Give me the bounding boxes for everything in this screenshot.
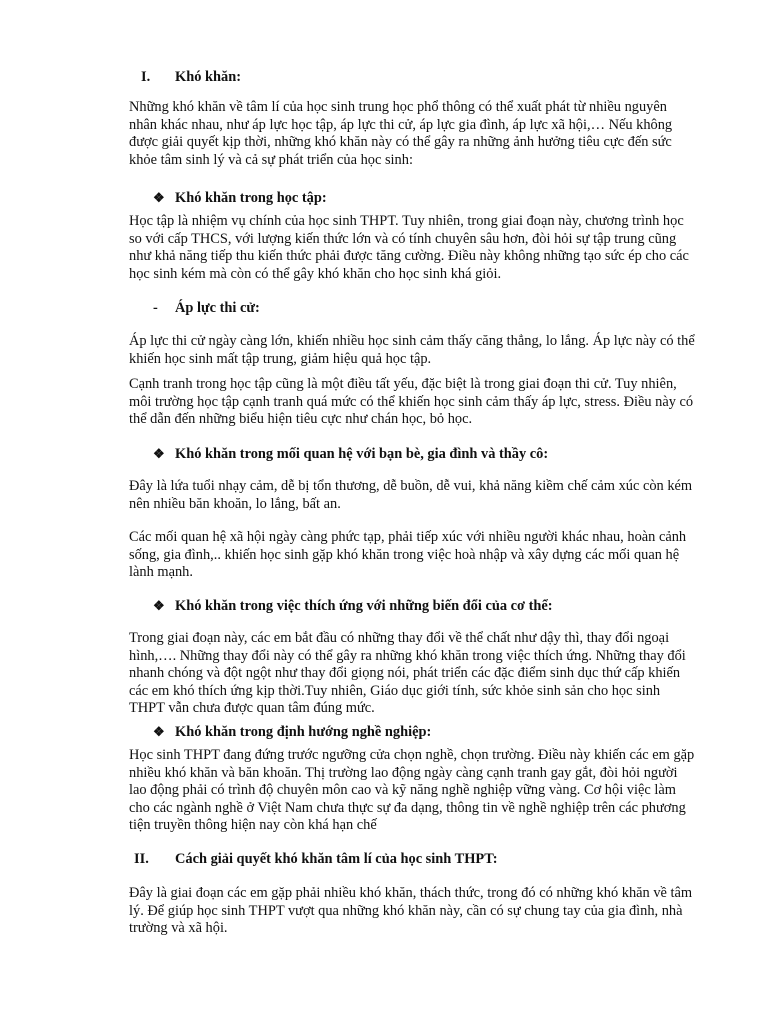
subheading-title: Áp lực thi cử:: [175, 300, 260, 316]
subheading-title: Khó khăn trong việc thích ứng với những biến đổi của cơ thể:: [175, 598, 553, 614]
paragraph: Trong giai đoạn này, các em bắt đầu có những thay đổi về thể chất như dậy thì, thay đổi ngoại hình,…. Những thay đổi này có thể gây ra những khó khăn trong việc thích ứng. Những thay đổi nhanh chóng và đột ngột như thay đổi giọng nói, phát triển các đặc điểm sinh dục thứ cấp khiến các em khó thích ứng kịp thời.Tuy nhiên, Giáo dục giới tính, sức khỏe sinh sản cho học sinh THPT vẫn chưa được quan tâm đúng mức.: [129, 630, 686, 717]
subsection-body: [129, 478, 697, 513]
section-intro: [129, 885, 697, 938]
section-intro: [129, 99, 697, 169]
diamond-bullet-icon: ❖: [153, 724, 165, 739]
diamond-bullet-icon: ❖: [153, 446, 165, 461]
diamond-bullet-icon: ❖: [153, 598, 165, 613]
diamond-bullet-icon: ❖: [153, 190, 165, 205]
dash-bullet: -: [153, 300, 158, 316]
section-title: Cách giải quyết khó khăn tâm lí của học sinh THPT:: [175, 851, 498, 867]
section-number: II.: [134, 851, 149, 867]
subsection-body: [129, 747, 697, 835]
section-number: I.: [141, 69, 151, 85]
subheading-title: Khó khăn trong định hướng nghề nghiệp:: [175, 724, 432, 740]
paragraph: Đây là lứa tuổi nhạy cảm, dễ bị tổn thương, dễ buồn, dễ vui, khả năng kiềm chế cảm xúc còn kém nên nhiều băn khoăn, lo lắng, bất an.: [129, 478, 693, 512]
subheading-title: Khó khăn trong mối quan hệ với bạn bè, gia đình và thầy cô:: [175, 446, 549, 462]
subsection-body: [129, 376, 697, 429]
subsection-body: [129, 333, 697, 368]
subsection-body: [129, 529, 697, 582]
paragraph: Đây là giai đoạn các em gặp phải nhiều khó khăn, thách thức, trong đó có những khó khăn về tâm lý. Để giúp học sinh THPT vượt qua những khó khăn này, cần có sự chung tay của gia đình, nhà trường và xã hội.: [129, 885, 693, 937]
paragraph: Cạnh tranh trong học tập cũng là một điều tất yếu, đặc biệt là trong giai đoạn thi cử. Tuy nhiên, môi trường học tập cạnh tranh quá mức có thể khiến học sinh cảm thấy áp lực, stress. Điều này có thể dẫn đến những biểu hiện tiêu cực như chán học, bỏ học.: [129, 376, 694, 428]
section-title: Khó khăn:: [175, 69, 241, 85]
paragraph: Học tập là nhiệm vụ chính của học sinh THPT. Tuy nhiên, trong giai đoạn này, chương trình học so với cấp THCS, với lượng kiến thức lớn và có tính chuyên sâu hơn, đòi hỏi sự tập trung cũng như khả năng tiếp thu kiến thức phải được tăng cường. Điều này không những tạo sức ép cho các học sinh kém mà còn có thể gây khó khăn cho học sinh khá giỏi.: [129, 213, 689, 282]
subheading-title: Khó khăn trong học tập:: [175, 190, 327, 206]
subsection-body: [129, 630, 697, 718]
paragraph: Áp lực thi cử ngày càng lớn, khiến nhiều học sinh cảm thấy căng thẳng, lo lắng. Áp lực này có thể khiến học sinh mất tập trung, giảm hiệu quả học tập.: [129, 333, 695, 367]
subsection-body: [129, 213, 697, 283]
paragraph: Các mối quan hệ xã hội ngày càng phức tạp, phải tiếp xúc với nhiều người khác nhau, hoàn cảnh sống, gia đình,.. khiến học sinh gặp khó khăn trong việc hoà nhập và xây dựng các mối quan hệ lành mạnh.: [129, 529, 687, 581]
paragraph: Học sinh THPT đang đứng trước ngưỡng cửa chọn nghề, chọn trường. Điều này khiến các em gặp nhiều khó khăn và băn khoăn. Thị trường lao động ngày càng cạnh tranh gay gắt, đòi hỏi người lao động phải có trình độ chuyên môn cao và kỹ năng nghề nghiệp vững vàng. Cơ hội việc làm cho các ngành nghề ở Việt Nam chưa thực sự đa dạng, thông tin về nghề nghiệp trên các phương tiện truyền thông hiện nay còn khá hạn chế: [129, 747, 695, 834]
paragraph: Những khó khăn về tâm lí của học sinh trung học phổ thông có thể xuất phát từ nhiều nguyên nhân khác nhau, như áp lực học tập, áp lực thi cử, áp lực gia đình, áp lực xã hội,… Nếu không được giải quyết kịp thời, những khó khăn này có thể gây ra những ảnh hưởng tiêu cực đến sức khỏe tâm sinh lý và cả sự phát triển của học sinh:: [129, 99, 673, 168]
